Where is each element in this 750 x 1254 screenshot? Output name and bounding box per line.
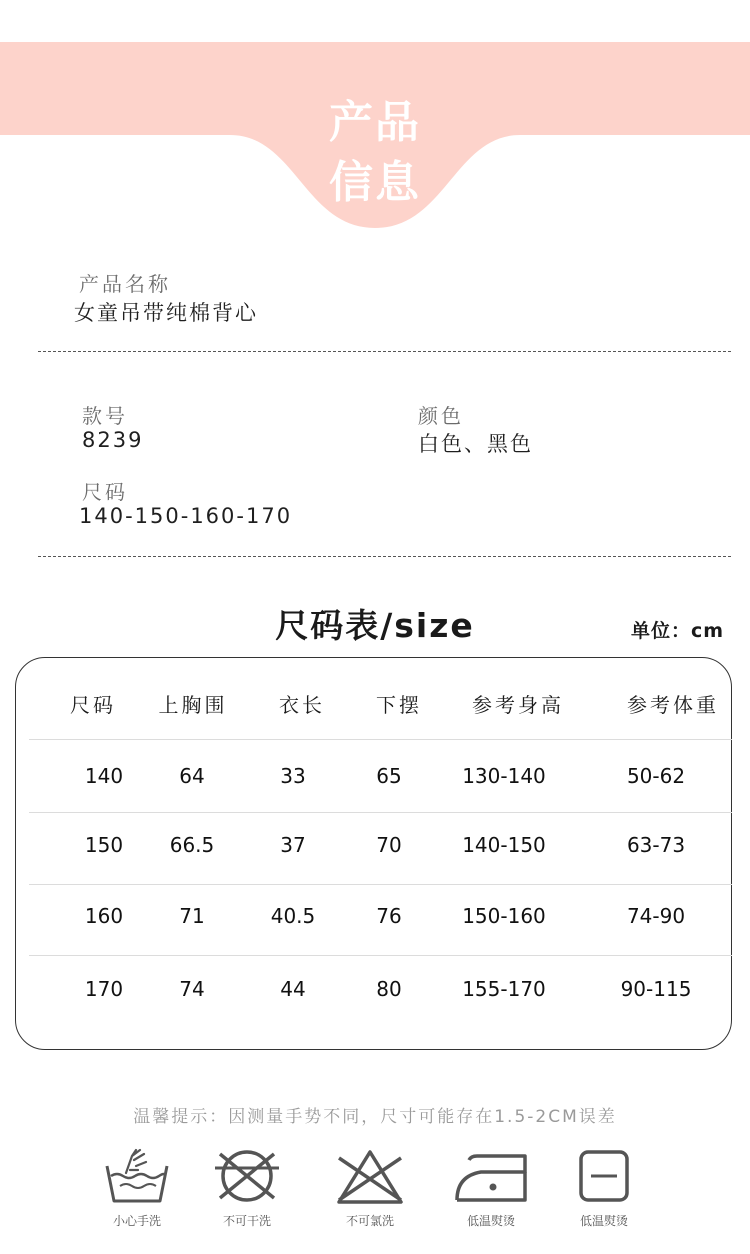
column-header: 下摆: [376, 693, 422, 717]
size-value: 140-150-160-170: [79, 504, 293, 528]
care-label: 低温熨烫: [579, 1214, 628, 1228]
table-cell: 66.5: [169, 833, 215, 857]
table-cell: 130-140: [462, 764, 546, 788]
row-divider: [29, 955, 732, 956]
care-label: 低温熨烫: [466, 1214, 515, 1228]
table-cell: 50-62: [626, 764, 686, 788]
column-header: 参考体重: [627, 693, 719, 717]
row-divider: [29, 812, 732, 813]
table-cell: 140-150: [462, 833, 546, 857]
column-header: 上胸围: [158, 693, 228, 717]
table-cell: 63-73: [626, 833, 686, 857]
color-value: 白色、黑色: [418, 432, 533, 456]
table-cell: 140: [84, 764, 124, 788]
table-cell: 70: [376, 833, 402, 857]
product-name-label: 产品名称: [79, 272, 171, 296]
table-cell: 76: [376, 904, 402, 928]
table-cell: 90-115: [620, 977, 692, 1001]
divider: [38, 351, 731, 352]
hand-wash-icon: [102, 1146, 172, 1206]
table-cell: 40.5: [270, 904, 316, 928]
row-divider: [29, 739, 732, 740]
care-item-no-tumble-dry: [192, 1146, 302, 1229]
care-item-hand-wash: [82, 1146, 192, 1229]
no-tumble-dry-icon: [212, 1146, 282, 1206]
table-cell: 64: [179, 764, 205, 788]
divider: [38, 556, 731, 557]
care-item-low-iron: [436, 1146, 546, 1229]
table-cell: 65: [376, 764, 402, 788]
care-label: 不可干洗: [222, 1214, 271, 1228]
column-header: 尺码: [70, 693, 116, 717]
no-bleach-icon: [335, 1146, 405, 1206]
table-cell: 170: [84, 977, 124, 1001]
table-cell: 80: [376, 977, 402, 1001]
style-no-label: 款号: [82, 404, 128, 428]
care-label: 不可氯洗: [345, 1214, 394, 1228]
banner-title-line2: 信息: [329, 157, 421, 208]
care-label: 小心手洗: [112, 1214, 161, 1228]
table-cell: 150: [84, 833, 124, 857]
size-chart-title: 尺码表/size: [275, 606, 475, 645]
table-cell: 44: [280, 977, 306, 1001]
table-cell: 74-90: [626, 904, 686, 928]
care-item-no-bleach: [315, 1146, 425, 1229]
banner-title-line1: 产品: [329, 97, 421, 148]
row-divider: [29, 884, 732, 885]
low-iron-icon: [451, 1146, 531, 1206]
table-cell: 74: [179, 977, 205, 1001]
low-iron-square-icon: [569, 1146, 639, 1206]
table-cell: 150-160: [462, 904, 546, 928]
table-cell: 160: [84, 904, 124, 928]
table-cell: 155-170: [462, 977, 546, 1001]
column-header: 衣长: [279, 693, 325, 717]
style-no-value: 8239: [82, 428, 144, 452]
column-header: 参考身高: [472, 693, 564, 717]
measurement-tip: 温馨提示：因测量手势不同，尺寸可能存在1.5-2CM误差: [133, 1107, 617, 1127]
size-label: 尺码: [82, 480, 128, 504]
care-item-low-iron-alt: [549, 1146, 659, 1229]
color-label: 颜色: [418, 404, 464, 428]
table-cell: 71: [179, 904, 205, 928]
size-table: [15, 657, 732, 1050]
table-cell: 33: [280, 764, 306, 788]
table-cell: 37: [280, 833, 306, 857]
unit-label: 单位：cm: [630, 620, 724, 642]
product-name-value: 女童吊带纯棉背心: [74, 301, 258, 325]
